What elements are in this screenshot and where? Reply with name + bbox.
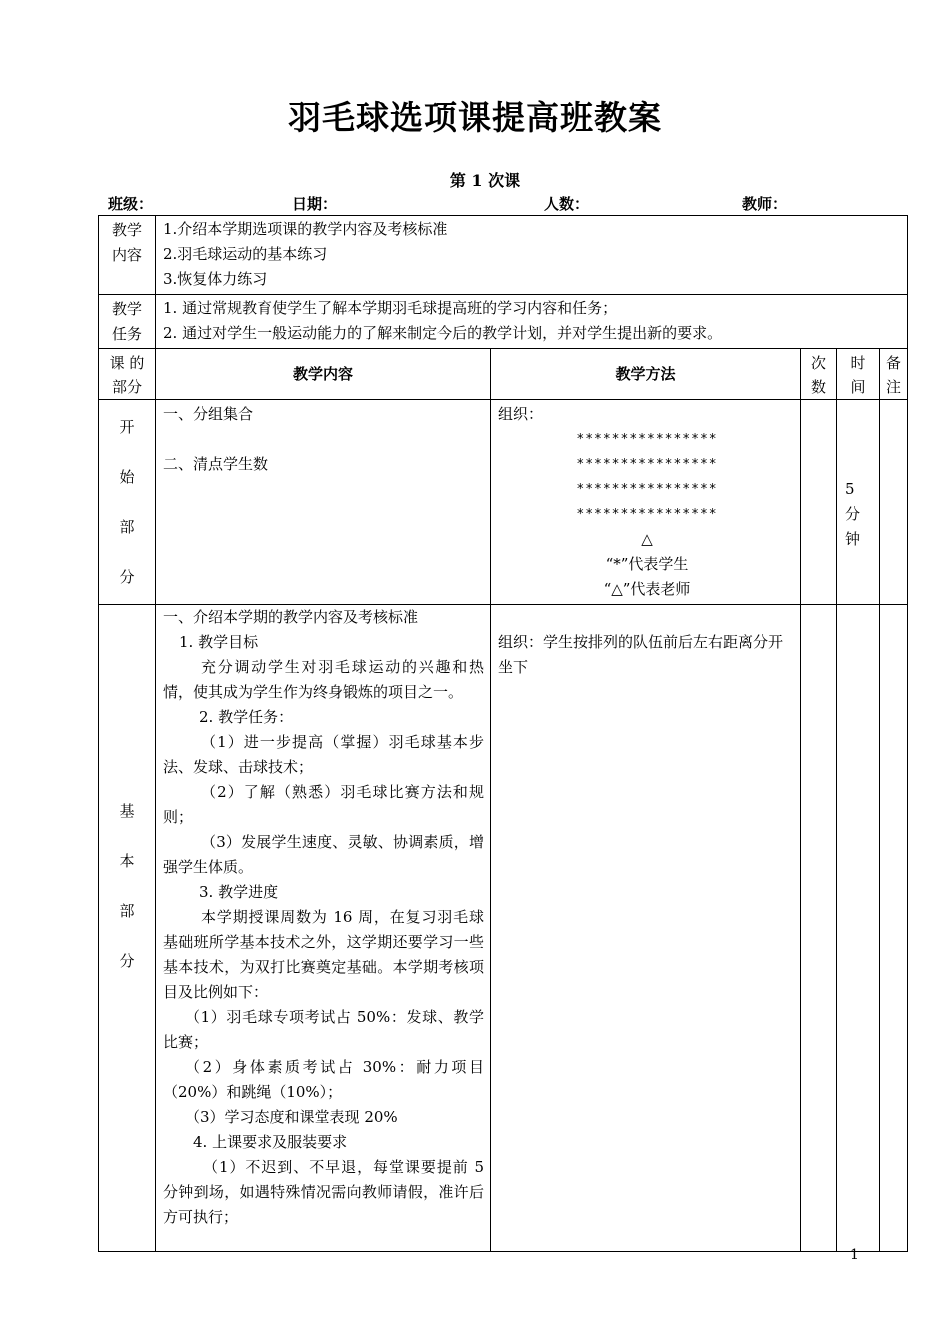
basic-line: （3）学习态度和课堂表现 20% [185,1108,398,1126]
basic-section-label [99,605,156,1252]
task-cell [156,295,908,349]
basic-line: 充分调动学生对羽毛球运动的兴趣和热情，使其成为学生作为终身锻炼的项目之一。 [163,658,484,701]
basic-line: 本学期授课周数为 16 周，在复习羽毛球基础班所学基本技术之外，这学期还要学习一些基本技术，为双打比赛奠定基础。本学期考核项目及比例如下： [163,908,484,1001]
legend-students: “*”代表学生 [605,555,689,573]
start-time-char: 钟 [845,530,861,548]
formation-row: **************** [576,432,718,447]
task-label [99,295,156,349]
start-label-char: 分 [119,568,135,586]
basic-line: （1）进一步提高（掌握）羽毛球基本步法、发球、击球技术； [163,733,484,776]
content-label [99,216,156,295]
basic-time [837,605,880,1252]
header-times [801,349,837,400]
content-line: 2.羽毛球运动的基本练习 [163,245,328,263]
count-field: 人数： [544,195,590,213]
basic-note [880,605,908,1252]
basic-line: 2. 教学任务： [199,708,294,726]
basic-line: 1. 教学目标 [179,633,259,651]
header-part-text: 课 的部分 [109,354,145,396]
basic-line: 3. 教学进度 [199,883,279,901]
header-times-text: 次数 [810,354,826,396]
start-method [491,400,801,605]
header-note [880,349,908,400]
date-field: 日期： [292,195,338,213]
header-time [837,349,880,400]
start-time-char: 5 [845,480,855,498]
page-number: 1 [850,1247,859,1263]
basic-line: 4. 上课要求及服装要求 [193,1133,348,1151]
header-part [99,349,156,400]
basic-line: （1）羽毛球专项考试占 50%：发球、教学比赛； [163,1008,484,1051]
header-time-text: 时间 [850,354,866,396]
formation-row: **************** [576,482,718,497]
formation-row: **************** [576,507,718,522]
basic-line: （2）了解（熟悉）羽毛球比赛方法和规则； [163,783,484,826]
start-note [880,400,908,605]
start-content [156,400,491,605]
basic-line: （3）发展学生速度、灵敏、协调素质，增强学生体质。 [163,833,484,876]
header-method: 教学方法 [491,349,801,400]
basic-label-char: 基 [119,802,135,820]
start-time-char: 分 [845,505,861,523]
content-line: 1.介绍本学期选项课的教学内容及考核标准 [163,220,448,238]
basic-method [491,605,801,1252]
legend-teacher: “△”代表老师 [603,580,691,598]
content-label-text: 教学内容 [111,221,142,264]
start-item: 一、分组集合 [163,405,254,423]
content-cell [156,216,908,295]
basic-line: （2）身体素质考试占 30%：耐力项目（20%）和跳绳（10%）； [163,1058,484,1101]
basic-label-char: 部 [119,902,135,920]
teacher-field: 教师： [742,195,788,213]
start-label-char: 始 [119,468,135,486]
formation-row: **************** [576,457,718,472]
start-section-label [99,400,156,605]
basic-line: 一、介绍本学期的教学内容及考核标准 [163,608,419,626]
basic-method-text: 组织：学生按排列的队伍前后左右距离分开坐下 [498,633,784,676]
page-title: 羽毛球选项课提高班教案 [288,98,662,137]
lesson-number: 第 1 次课 [449,171,521,190]
basic-times [801,605,837,1252]
task-line: 1. 通过常规教育使学生了解本学期羽毛球提高班的学习内容和任务； [163,299,618,317]
class-field: 班级： [108,195,154,213]
start-label-char: 部 [119,518,135,536]
task-line: 2. 通过对学生一般运动能力的了解来制定今后的教学计划，并对学生提出新的要求。 [163,324,723,342]
basic-content [156,605,491,1252]
basic-line: （1）不迟到、不早退，每堂课要提前 5 分钟到场，如遇特殊情况需向教师请假，准许后方可执行； [163,1158,484,1226]
basic-label-char: 本 [119,852,135,870]
start-method-title: 组织： [498,405,544,423]
header-content: 教学内容 [156,349,491,400]
start-item: 二、清点学生数 [163,455,269,473]
teacher-triangle-icon: △ [641,530,653,548]
basic-label-char: 分 [119,952,135,970]
start-time [837,400,880,605]
task-label-text: 教学任务 [111,300,142,343]
start-times [801,400,837,605]
lesson-plan-table [98,215,908,1252]
content-line: 3.恢复体力练习 [163,270,268,288]
start-label-char: 开 [119,418,135,436]
header-note-text: 备注 [885,354,901,396]
